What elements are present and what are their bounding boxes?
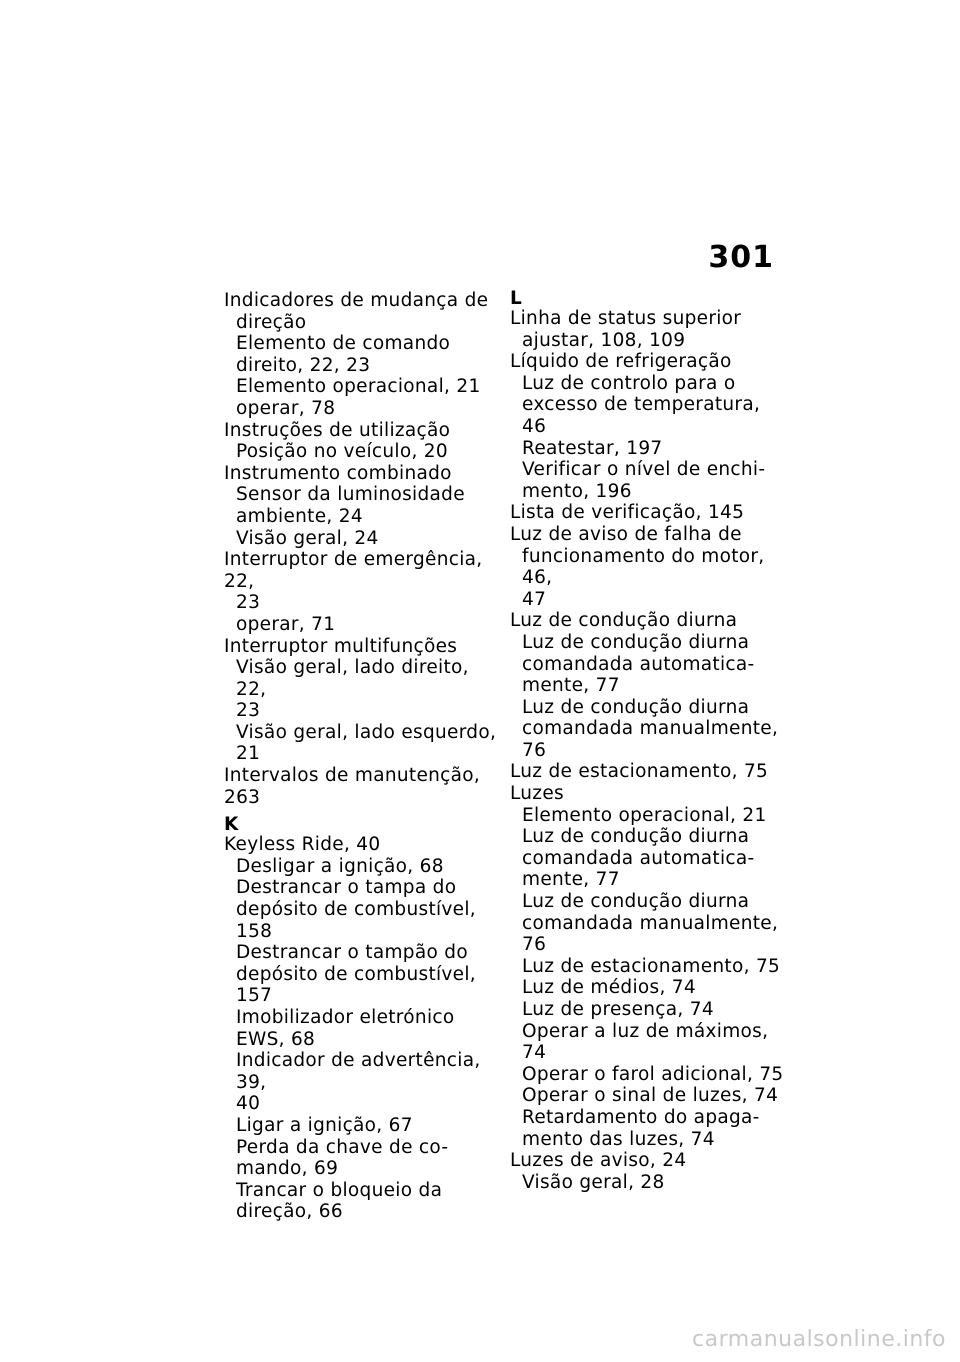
index-entry: Interruptor de emergência, 22, — [224, 549, 483, 592]
index-entry: Interruptor multifunções — [224, 635, 458, 657]
index-subentry: Destrancar o tampão do — [236, 942, 468, 964]
index-letter-heading: K — [224, 814, 239, 836]
index-subentry: Indicador de advertência, 39, — [236, 1050, 481, 1093]
index-entry: Luz de estacionamento, 75 — [510, 761, 769, 783]
index-subentry: Operar a luz de máximos, 74 — [522, 1020, 769, 1064]
index-subentry: Desligar a ignição, 68 — [236, 855, 444, 877]
index-entry: Linha de status superior — [510, 308, 742, 329]
index-subentry: Luz de condução diurna — [522, 826, 750, 848]
index-entry: Instrumento combinado — [224, 462, 452, 484]
index-subentry: depósito de combustível, 157 — [236, 963, 476, 1007]
index-subentry: Luz de condução diurna — [522, 631, 750, 653]
index-entry: Instruções de utilização — [224, 419, 451, 441]
index-subentry: Destrancar o tampa do — [236, 877, 457, 899]
index-subentry: Visão geral, lado esquerdo, 21 — [236, 721, 497, 765]
index-subentry: Luz de estacionamento, 75 — [522, 955, 781, 977]
index-subentry: Luz de condução diurna — [522, 696, 750, 718]
index-letter-heading: L — [510, 288, 523, 309]
index-subentry: Reatestar, 197 — [522, 437, 663, 459]
index-subentry: Elemento operacional, 21 — [522, 804, 767, 826]
index-subentry: ambiente, 24 — [236, 505, 363, 527]
index-subentry: funcionamento do motor, 46, — [522, 545, 765, 589]
index-entry: Luz de condução diurna — [510, 610, 738, 632]
index-subentry: Luz de condução diurna — [522, 891, 750, 913]
index-subentry: Operar o farol adicional, 75 — [522, 1063, 784, 1085]
index-subentry: Retardamento do apaga- — [522, 1106, 760, 1128]
index-subentry: Ligar a ignição, 67 — [236, 1114, 413, 1136]
index-subentry: direito, 22, 23 — [236, 354, 371, 376]
index-subentry: mando, 69 — [236, 1158, 339, 1180]
index-subentry: Luz de controlo para o — [522, 372, 736, 394]
index-subentry: Elemento operacional, 21 — [236, 376, 481, 398]
index-column-right — [510, 290, 785, 1193]
index-subentry: Sensor da luminosidade — [236, 484, 465, 506]
index-subentry: Visão geral, lado direito, 22, — [236, 657, 469, 700]
index-entry: Luz de aviso de falha de — [510, 523, 742, 545]
index-subentry: mente, 77 — [522, 675, 620, 697]
index-subentry: mente, 77 — [522, 869, 620, 891]
index-subentry: Trancar o bloqueio da — [236, 1179, 443, 1201]
index-subentry: direção, 66 — [236, 1201, 343, 1223]
index-subentry: Operar o sinal de luzes, 74 — [522, 1085, 779, 1107]
index-subentry: 23 — [236, 700, 261, 722]
index-subentry: direção — [236, 311, 307, 333]
index-subentry: Visão geral, 28 — [522, 1171, 665, 1193]
index-subentry: excesso de temperatura, 46 — [522, 394, 761, 437]
index-entry: Intervalos de manutenção, 263 — [224, 765, 481, 808]
index-subentry: operar, 78 — [236, 397, 336, 419]
index-subentry: Imobilizador eletrónico — [236, 1007, 455, 1028]
index-entry: Lista de verificação, 145 — [510, 502, 745, 524]
index-subentry: Luz de presença, 74 — [522, 999, 714, 1020]
index-subentry: comandada manualmente, 76 — [522, 718, 779, 761]
index-entry: Líquido de refrigeração — [510, 351, 732, 373]
index-subentry: ajustar, 108, 109 — [522, 329, 686, 351]
index-entry: Indicadores de mudança de — [224, 290, 489, 311]
index-subentry: comandada automatica- — [522, 847, 755, 869]
index-entry: Keyless Ride, 40 — [224, 834, 381, 856]
page-number: 301 — [708, 240, 774, 275]
index-subentry: Luz de médios, 74 — [522, 977, 696, 999]
index-subentry: mento das luzes, 74 — [522, 1128, 715, 1150]
index-subentry: Posição no veículo, 20 — [236, 441, 448, 463]
watermark-footer: carmanualsonline.info — [692, 1327, 946, 1352]
index-subentry: Elemento de comando — [236, 333, 451, 355]
index-subentry: 40 — [236, 1093, 261, 1115]
index-subentry: depósito de combustível, 158 — [236, 899, 476, 942]
index-subentry: Verificar o nível de enchi- — [522, 459, 766, 481]
index-subentry: comandada manualmente, 76 — [522, 912, 779, 956]
index-subentry: comandada automatica- — [522, 653, 755, 675]
index-subentry: 23 — [236, 592, 261, 614]
index-subentry: Perda da chave de co- — [236, 1136, 449, 1158]
index-entry: Luzes — [510, 783, 564, 805]
index-subentry: operar, 71 — [236, 613, 336, 635]
index-subentry: Visão geral, 24 — [236, 527, 379, 549]
index-subentry: EWS, 68 — [236, 1028, 316, 1050]
index-column-left — [224, 290, 499, 1223]
index-subentry: 47 — [522, 588, 547, 610]
index-entry: Luzes de aviso, 24 — [510, 1150, 687, 1172]
index-subentry: mento, 196 — [522, 480, 632, 502]
